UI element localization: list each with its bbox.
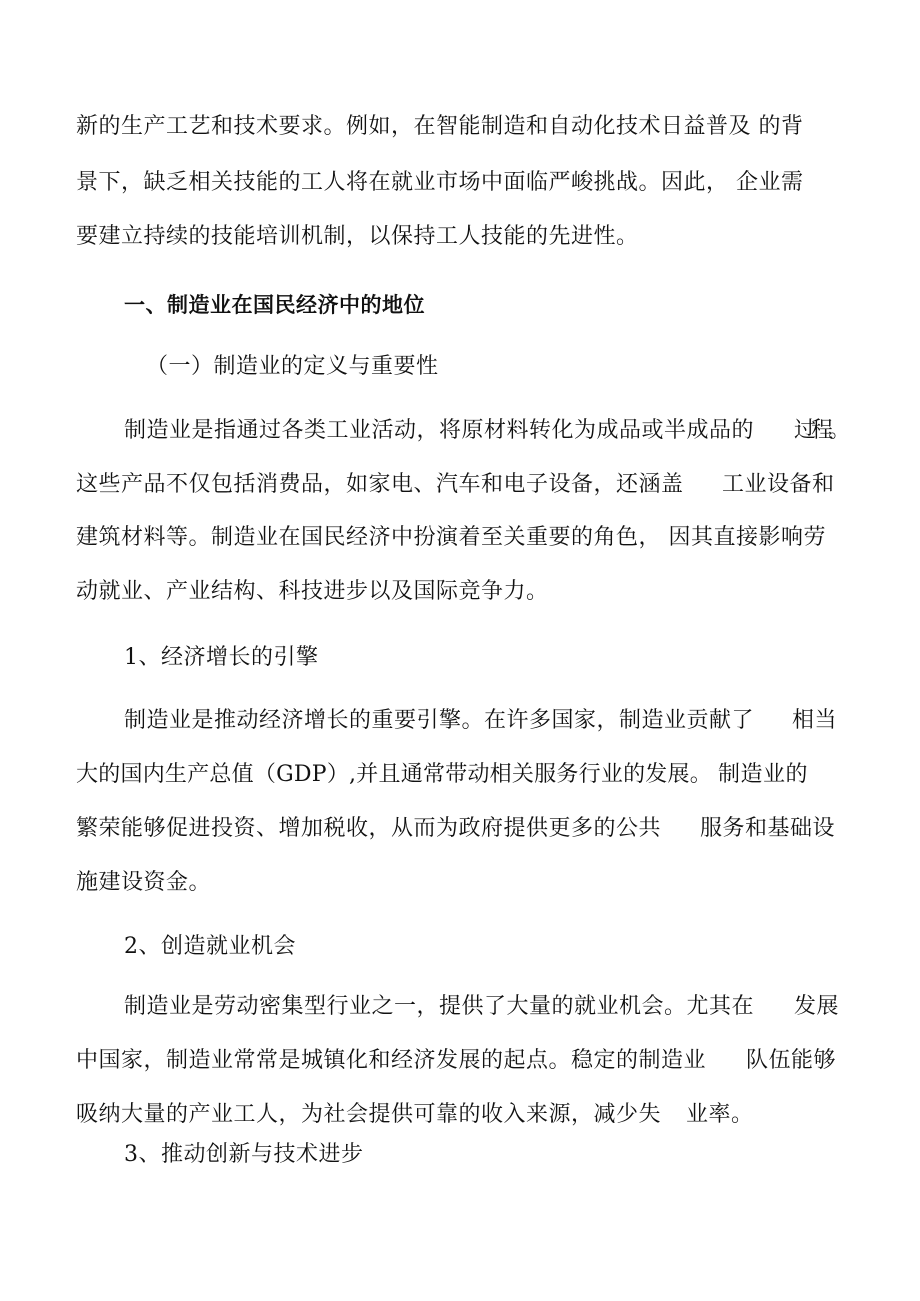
text-segment: 制造业的 [718, 762, 809, 787]
heading-text: 一、制造业在国民经济中的地位 [124, 293, 425, 317]
item-text: 1、经济增长的引擎 [124, 645, 319, 670]
text-segment: 繁荣能够促进投资、增加税收，从而为政府提供更多的公共 [76, 816, 662, 841]
text-segment: 制造业是劳动密集型行业之一，提供了大量的就业机会。尤其在 [124, 994, 755, 1019]
text-segment: 这些产品不仅包括消费品，如家电、汽车和电子设备，还涵盖 [76, 472, 684, 497]
text-segment: 相当 [792, 708, 838, 733]
text-segment: 业率。 [686, 1102, 754, 1127]
text-segment: 制造业是推动经济增长的重要引擎。在许多国家，制造业贡献了 [124, 708, 755, 733]
item-text: 3、推动创新与技术进步 [124, 1142, 364, 1167]
text-segment: 动就业、产业结构、科技进步以及国际竞争力。 [76, 579, 549, 604]
text-segment: 景下，缺乏相关技能的工人将在就业市场中面临严峻挑战。因此， 企业需 [76, 170, 804, 195]
subheading-text: （一）制造业的定义与重要性 [146, 354, 439, 379]
text-segment: 吸纳大量的产业工人，为社会提供可靠的收入来源，减少失 [76, 1102, 662, 1127]
text-segment: 发展 [794, 994, 840, 1019]
text-segment: 施建设资金。 [76, 870, 212, 895]
text-segment: 过程。 [794, 418, 846, 443]
text-segment: 大的国内生产总值（GDP）,并且通常带动相关服务行业的发展。 [76, 762, 713, 787]
text-segment: 工业设备和 [722, 472, 835, 497]
text-segment: 要建立持续的技能培训机制，以保持工人技能的先进性。 [76, 224, 639, 249]
text-segment: 中国家，制造业常常是城镇化和经济发展的起点。稳定的制造业 [76, 1048, 707, 1073]
text-segment: 服务和基础设 [700, 816, 836, 841]
text-segment: 队伍能够 [746, 1048, 837, 1073]
text-segment: 新的生产工艺和技术要求。例如，在智能制造和自动化技术日益普及 的背 [76, 114, 804, 139]
text-segment: 制造业是指通过各类工业活动，将原材料转化为成品或半成品的 [124, 418, 755, 443]
item-text: 2、创造就业机会 [124, 934, 296, 959]
text-segment: 建筑材料等。制造业在国民经济中扮演着至关重要的角色， 因其直接影响劳 [76, 525, 826, 550]
